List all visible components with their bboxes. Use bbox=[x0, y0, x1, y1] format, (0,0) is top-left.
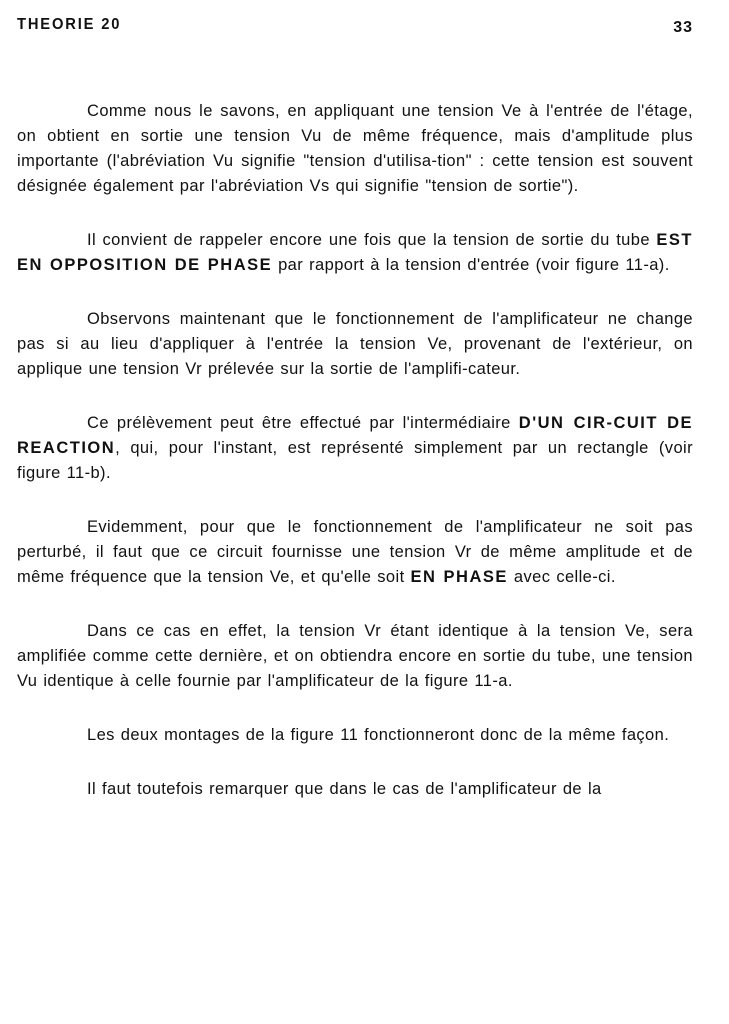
paragraph-text: par rapport à la tension d'entrée (voir figure 11-a). bbox=[272, 256, 670, 274]
paragraph-text: Ce prélèvement peut être effectué par l'intermédiaire bbox=[87, 414, 519, 432]
paragraph-text: avec celle-ci. bbox=[507, 568, 616, 586]
body-text bbox=[17, 99, 693, 831]
paragraph-2 bbox=[17, 228, 693, 278]
emphasis-caps: D'UN CIR-CUIT DE REACTION bbox=[17, 414, 694, 457]
paragraph-text: Dans ce cas en effet, la tension Vr étant identique à la tension Ve, sera amplifiée comme cette dernière, et on obtiendra encore en sortie du tube, une tension Vu identique à celle fournie par l'amplificateur de la figure 11-a. bbox=[17, 622, 693, 690]
running-header-title: THEORIE 20 bbox=[17, 16, 122, 33]
paragraph-text: Il convient de rappeler encore une fois que la tension de sortie du tube bbox=[87, 231, 657, 249]
page-number: 33 bbox=[673, 19, 693, 36]
paragraph-text: , qui, pour l'instant, est représenté simplement par un rectangle (voir figure 11-b). bbox=[17, 439, 693, 482]
paragraph-text: Il faut toutefois remarquer que dans le cas de l'amplificateur de la bbox=[87, 780, 602, 798]
paragraph-3 bbox=[17, 307, 693, 382]
paragraph-text: Evidemment, pour que le fonctionnement de l'amplificateur ne soit pas perturbé, il faut que ce circuit fournisse une tension Vr de même amplitude et de même fréquence que la tension Ve, et qu'elle soit bbox=[17, 518, 693, 586]
paragraph-5 bbox=[17, 515, 693, 590]
paragraph-text: Comme nous le savons, en appliquant une tension Ve à l'entrée de l'étage, on obtient en sortie une tension Vu de même fréquence, mais d'amplitude plus importante (l'abréviation Vu signifie "tension d'utilisa-tion" : cette tension est souvent désignée également par l'abréviation Vs qui signifie "tension de sortie"). bbox=[17, 102, 693, 195]
paragraph-6 bbox=[17, 619, 693, 694]
paragraph-7 bbox=[17, 723, 693, 748]
paragraph-text: Observons maintenant que le fonctionnement de l'amplificateur ne change pas si au lieu d'appliquer à l'entrée la tension Ve, provenant de l'extérieur, on applique une tension Vr prélevée sur la sortie de l'amplifi-cateur. bbox=[17, 310, 693, 378]
paragraph-text: Les deux montages de la figure 11 fonctionneront donc de la même façon. bbox=[87, 726, 670, 744]
emphasis-caps: EST EN OPPOSITION DE PHASE bbox=[17, 231, 693, 274]
paragraph-4 bbox=[17, 411, 693, 486]
paragraph-8 bbox=[17, 777, 693, 802]
emphasis-caps: EN PHASE bbox=[410, 568, 508, 586]
paragraph-1 bbox=[17, 99, 693, 199]
